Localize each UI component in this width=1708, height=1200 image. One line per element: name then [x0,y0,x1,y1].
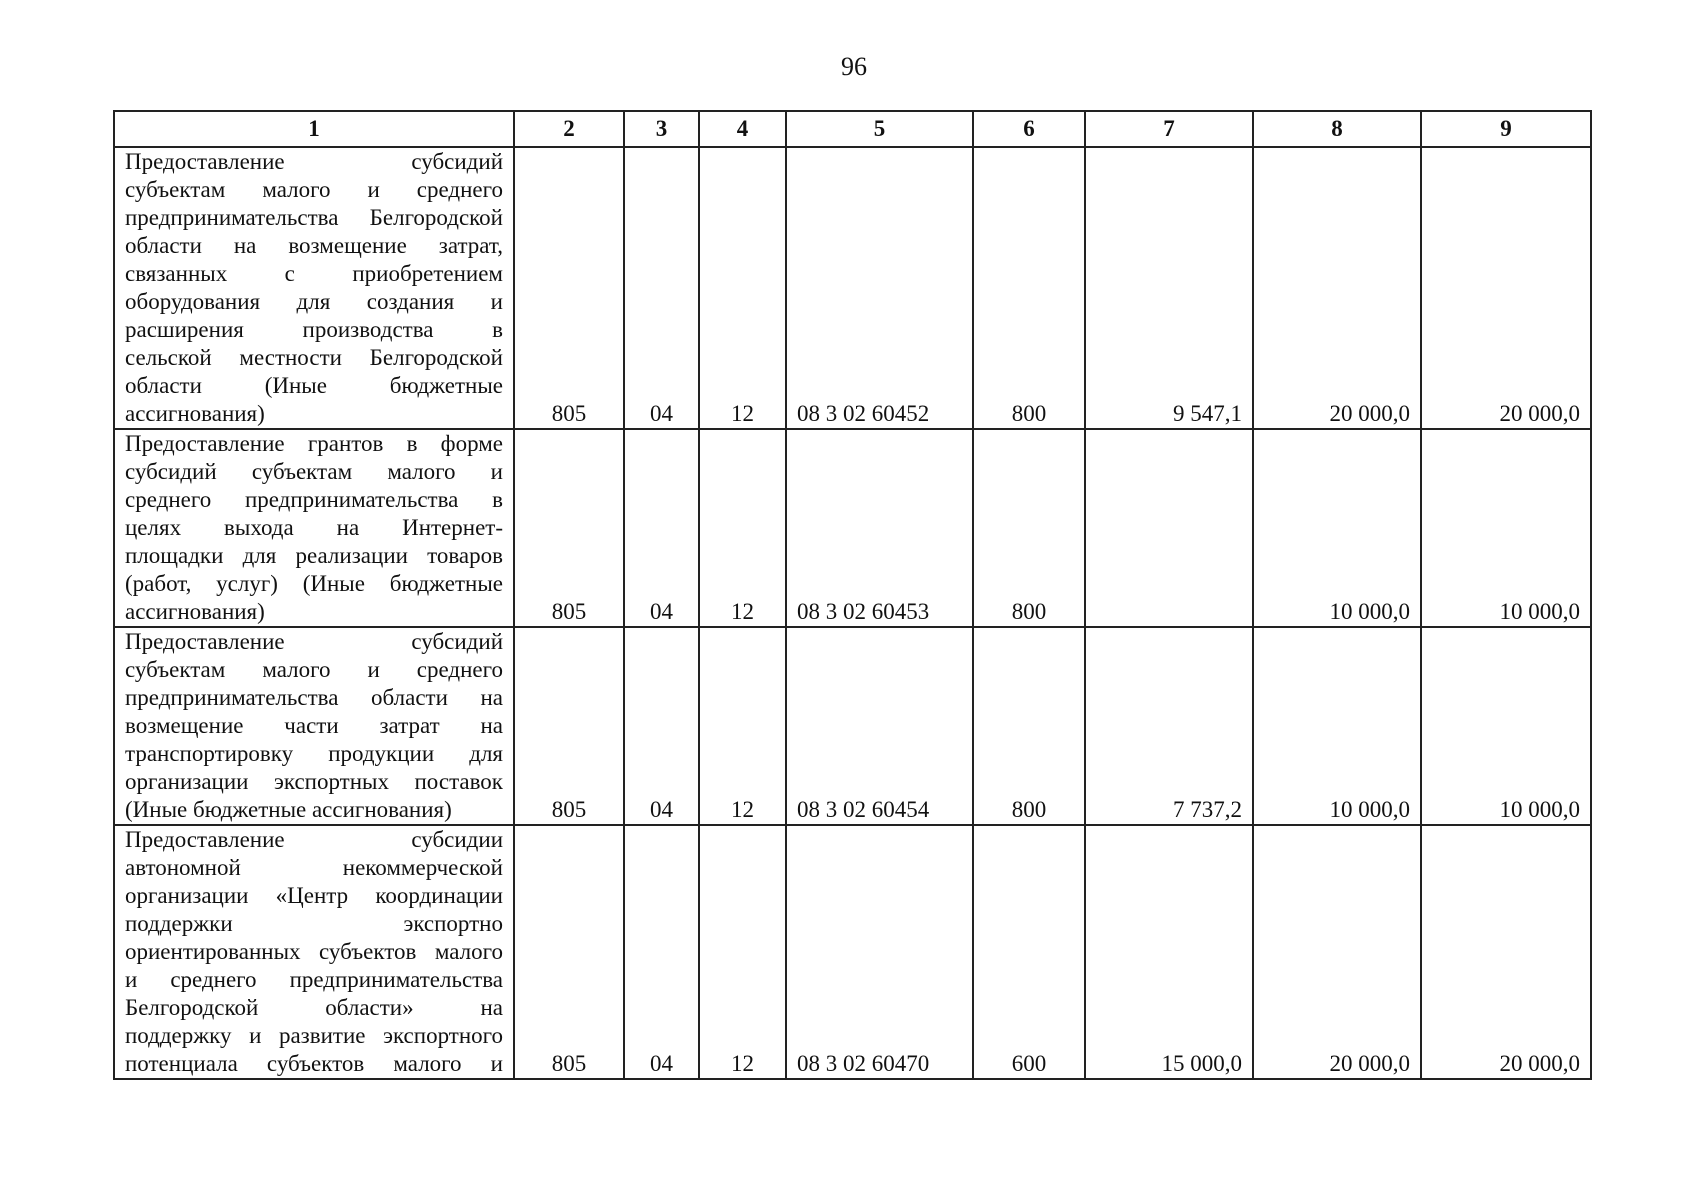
target-item-code: 08 3 02 60452 [786,147,973,429]
description-line: связанных с приобретением [125,261,503,286]
subsection-code: 12 [699,825,786,1079]
target-item-code: 08 3 02 60454 [786,627,973,825]
description-line: среднего предпринимательства в [125,487,503,512]
column-header-2: 2 [514,111,624,147]
ministry-code: 805 [514,825,624,1079]
column-header-1: 1 [114,111,514,147]
description-line: (работ, услуг) (Иные бюджетные [125,571,503,596]
expense-description [114,429,514,627]
description-line: ассигнования) [125,401,265,426]
section-code: 04 [624,627,699,825]
expense-type-code: 800 [973,627,1085,825]
target-item-code: 08 3 02 60453 [786,429,973,627]
description-line: субъектам малого и среднего [125,177,503,202]
subsection-code: 12 [699,429,786,627]
description-line: оборудования для создания и [125,289,503,314]
description-line: поддержки экспортно [125,911,503,936]
ministry-code: 805 [514,429,624,627]
target-item-code: 08 3 02 60470 [786,825,973,1079]
description-line: целях выхода на Интернет- [125,515,503,540]
description-line: Предоставление субсидий [125,629,503,654]
section-code: 04 [624,825,699,1079]
column-header-3: 3 [624,111,699,147]
description-line: области на возмещение затрат, [125,233,503,258]
amount-col7: 15 000,0 [1085,825,1253,1079]
table-row [114,627,1591,825]
page-number: 96 [841,52,867,81]
description-line: предпринимательства Белгородской [125,205,503,230]
description-line: Предоставление субсидий [125,149,503,174]
description-line: Белгородской области» на [125,995,503,1020]
amount-col7: 7 737,2 [1085,627,1253,825]
budget-table [113,110,1592,1080]
description-line: потенциала субъектов малого и [125,1051,503,1076]
subsection-code: 12 [699,147,786,429]
expense-type-code: 600 [973,825,1085,1079]
description-line: организации экспортных поставок [125,769,503,794]
amount-col9: 20 000,0 [1421,147,1591,429]
section-code: 04 [624,429,699,627]
amount-col8: 20 000,0 [1253,825,1421,1079]
table-row [114,825,1591,1079]
expense-description [114,627,514,825]
amount-col7: 9 547,1 [1085,147,1253,429]
description-line: расширения производства в [125,317,503,342]
amount-col7 [1085,429,1253,627]
ministry-code: 805 [514,147,624,429]
description-line: автономной некоммерческой [125,855,503,880]
description-line: Предоставление субсидии [125,827,503,852]
description-line: (Иные бюджетные ассигнования) [125,797,452,822]
subsection-code: 12 [699,627,786,825]
section-code: 04 [624,147,699,429]
column-header-4: 4 [699,111,786,147]
expense-type-code: 800 [973,429,1085,627]
column-header-8: 8 [1253,111,1421,147]
amount-col9: 10 000,0 [1421,429,1591,627]
description-line: площадки для реализации товаров [125,543,503,568]
expense-type-code: 800 [973,147,1085,429]
amount-col9: 10 000,0 [1421,627,1591,825]
column-header-9: 9 [1421,111,1591,147]
header-row [114,111,1591,147]
description-line: ассигнования) [125,599,265,624]
amount-col8: 10 000,0 [1253,627,1421,825]
expense-description [114,825,514,1079]
description-line: ориентированных субъектов малого [125,939,503,964]
description-line: субсидий субъектам малого и [125,459,503,484]
amount-col9: 20 000,0 [1421,825,1591,1079]
description-line: предпринимательства области на [125,685,503,710]
description-line: транспортировку продукции для [125,741,503,766]
column-header-5: 5 [786,111,973,147]
description-line: и среднего предпринимательства [125,967,503,992]
description-line: поддержку и развитие экспортного [125,1023,503,1048]
amount-col8: 20 000,0 [1253,147,1421,429]
amount-col8: 10 000,0 [1253,429,1421,627]
description-line: возмещение части затрат на [125,713,503,738]
description-line: области (Иные бюджетные [125,373,503,398]
column-header-6: 6 [973,111,1085,147]
description-line: Предоставление грантов в форме [125,431,503,456]
table-row [114,147,1591,429]
table-row [114,429,1591,627]
description-line: субъектам малого и среднего [125,657,503,682]
description-line: организации «Центр координации [125,883,503,908]
expense-description [114,147,514,429]
column-header-7: 7 [1085,111,1253,147]
description-line: сельской местности Белгородской [125,345,503,370]
ministry-code: 805 [514,627,624,825]
